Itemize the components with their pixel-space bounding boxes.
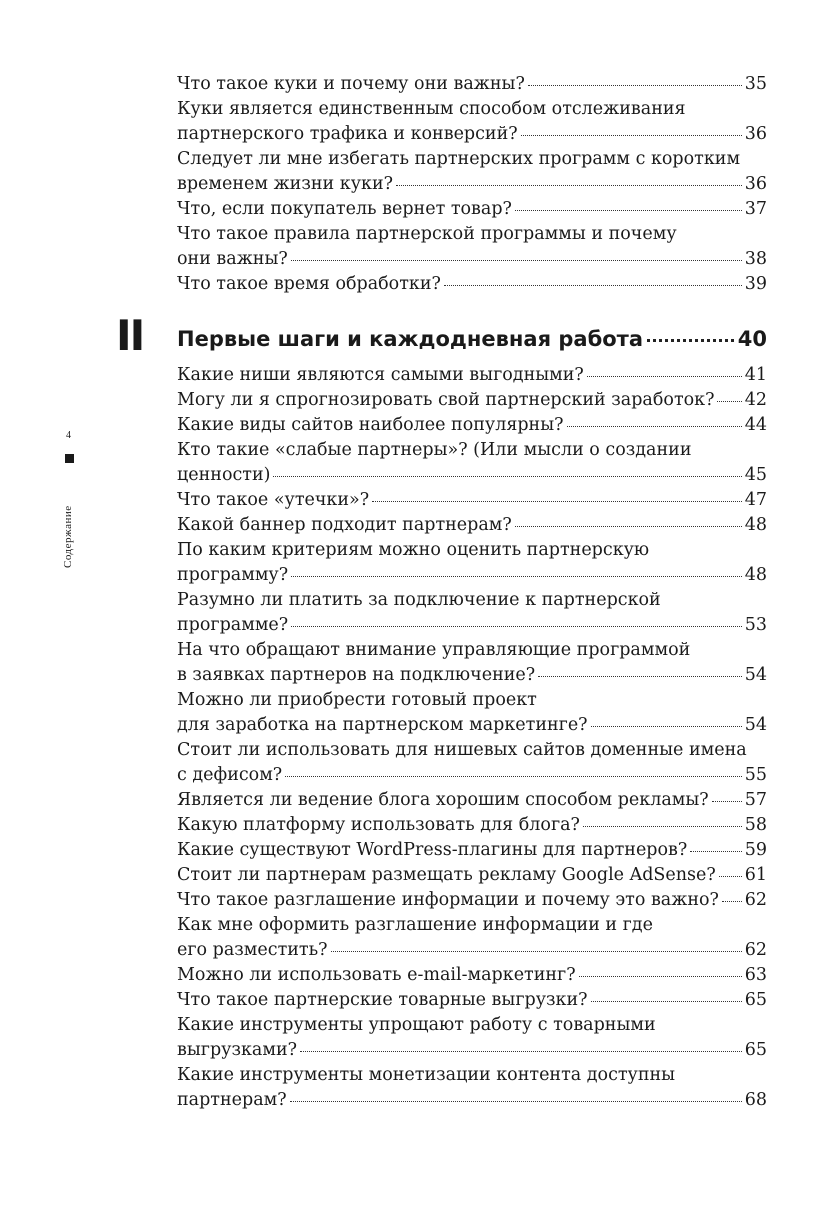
- dot-leader: [717, 397, 741, 402]
- part-title: Первые шаги и каждодневная работа: [177, 327, 643, 351]
- toc-entry-page: 63: [744, 965, 767, 985]
- toc-entry-page: 55: [744, 765, 767, 785]
- dot-leader: [300, 1047, 742, 1052]
- dot-leader: [528, 81, 742, 86]
- toc-entry[interactable]: [177, 788, 767, 813]
- toc-entry[interactable]: [177, 988, 767, 1013]
- toc-entry-page: 39: [744, 274, 767, 294]
- dot-leader: [273, 472, 741, 477]
- toc-entry-line: [177, 363, 767, 388]
- toc-entry-title: Можно ли приобрести готовый проект: [177, 690, 537, 710]
- toc-entry-line: [177, 938, 767, 963]
- toc-entries-top: [177, 72, 767, 297]
- toc-entry-page: 45: [744, 465, 767, 485]
- toc-entry-title: Что такое «утечки»?: [177, 490, 370, 510]
- toc-entry[interactable]: [177, 222, 767, 272]
- toc-entry-line: [177, 638, 767, 663]
- toc-entry[interactable]: [177, 363, 767, 388]
- dot-leader: [647, 335, 734, 342]
- toc-entry-page: 48: [744, 515, 767, 535]
- toc-entry-page: 41: [744, 365, 767, 385]
- toc-entry[interactable]: [177, 838, 767, 863]
- toc-entry-line: [177, 563, 767, 588]
- toc-entry-title: Стоит ли использовать для нишевых сайтов доменные имена: [177, 740, 747, 760]
- toc-entry[interactable]: [177, 538, 767, 588]
- toc-entry-title: Куки является единственным способом отслеживания: [177, 99, 686, 119]
- toc-entry-line: [177, 438, 767, 463]
- dot-leader: [290, 1097, 742, 1102]
- dot-leader: [538, 672, 742, 677]
- dot-leader: [587, 372, 742, 377]
- toc-entry-page: 35: [744, 74, 767, 94]
- toc-entry[interactable]: [177, 813, 767, 838]
- toc-entry-title: Какие инструменты упрощают работу с товарными: [177, 1015, 656, 1035]
- dot-leader: [331, 947, 742, 952]
- toc-entry-title: Что, если покупатель вернет товар?: [177, 199, 512, 219]
- toc-entry-page: 62: [744, 940, 767, 960]
- toc-entry-page: 57: [744, 790, 767, 810]
- toc-entry-line: [177, 838, 767, 863]
- toc-entry-title: Какие виды сайтов наиболее популярны?: [177, 415, 564, 435]
- toc-entry[interactable]: [177, 888, 767, 913]
- toc-entry-line: [177, 172, 767, 197]
- toc-entry[interactable]: [177, 272, 767, 297]
- toc-entry-title: Кто такие «слабые партнеры»? (Или мысли о создании: [177, 440, 692, 460]
- toc-entry-line: [177, 272, 767, 297]
- toc-entry-title: Разумно ли платить за подключение к партнерской: [177, 590, 661, 610]
- toc-entry[interactable]: [177, 863, 767, 888]
- toc-entry-title: Что такое партнерские товарные выгрузки?: [177, 990, 588, 1010]
- toc-entry[interactable]: [177, 488, 767, 513]
- page-number: 4: [66, 430, 71, 441]
- toc-entry-title: выгрузками?: [177, 1040, 298, 1060]
- toc-entries-bottom: [177, 363, 767, 1113]
- toc-entry[interactable]: [177, 388, 767, 413]
- toc-entry[interactable]: [177, 738, 767, 788]
- toc-entry-title: они важны?: [177, 249, 288, 269]
- toc-entry-page: 53: [744, 615, 767, 635]
- dot-leader: [372, 497, 742, 502]
- toc-entry-line: [177, 247, 767, 272]
- toc-entry-page: 62: [744, 890, 767, 910]
- toc-entry-title: Могу ли я спрогнозировать свой партнерский заработок?: [177, 390, 715, 410]
- toc-entry-page: 54: [744, 665, 767, 685]
- dot-leader: [291, 256, 742, 261]
- toc-entry-line: [177, 613, 767, 638]
- part-page: 40: [737, 327, 767, 351]
- toc-entry-title: Какую платформу использовать для блога?: [177, 815, 580, 835]
- dot-leader: [579, 972, 742, 977]
- toc-entry-line: [177, 97, 767, 122]
- toc-entry-page: 48: [744, 565, 767, 585]
- toc-entry-line: [177, 413, 767, 438]
- toc-entry[interactable]: [177, 963, 767, 988]
- toc-entry[interactable]: [177, 72, 767, 97]
- toc-entry-title: На что обращают внимание управляющие программой: [177, 640, 691, 660]
- toc-entry-title: с дефисом?: [177, 765, 283, 785]
- section-label: Содержание: [62, 505, 74, 568]
- toc-entry-line: [177, 197, 767, 222]
- toc-entry-title: Какие существуют WordPress-плагины для партнеров?: [177, 840, 688, 860]
- part-heading[interactable]: [116, 311, 767, 360]
- toc-entry-page: 47: [744, 490, 767, 510]
- toc-entry-line: [177, 72, 767, 97]
- toc-entry-title: Что такое куки и почему они важны?: [177, 74, 525, 94]
- toc-entry-line: [177, 1063, 767, 1088]
- toc-entry-title: в заявках партнеров на подключение?: [177, 665, 536, 685]
- toc-entry-page: 44: [744, 415, 767, 435]
- toc-entry-title: Стоит ли партнерам размещать рекламу Google AdSense?: [177, 865, 716, 885]
- dot-leader: [444, 281, 742, 286]
- dot-leader: [396, 181, 742, 186]
- dot-leader: [515, 522, 742, 527]
- toc-entry[interactable]: [177, 513, 767, 538]
- toc-entry-title: Как мне оформить разглашение информации и где: [177, 915, 653, 935]
- toc-entry-line: [177, 738, 767, 763]
- toc-entry[interactable]: [177, 688, 767, 738]
- toc-entry[interactable]: [177, 97, 767, 147]
- toc-entry-page: 38: [744, 249, 767, 269]
- dot-leader: [591, 722, 742, 727]
- side-running-head: [62, 430, 76, 580]
- toc-entry-page: 59: [744, 840, 767, 860]
- toc-entry-page: 42: [744, 390, 767, 410]
- toc-entry-page: 36: [744, 124, 767, 144]
- toc-entry-title: программу?: [177, 565, 289, 585]
- toc-entry-title: Что такое разглашение информации и почему это важно?: [177, 890, 719, 910]
- toc-entry[interactable]: [177, 588, 767, 638]
- toc-entry-title: Можно ли использовать e-mail-маркетинг?: [177, 965, 576, 985]
- toc-entry[interactable]: [177, 638, 767, 688]
- toc-entry-page: 61: [744, 865, 767, 885]
- toc-entry-line: [177, 538, 767, 563]
- toc-entry-line: [177, 1038, 767, 1063]
- toc-entry[interactable]: [177, 438, 767, 488]
- toc-entry-title: Следует ли мне избегать партнерских программ с коротким: [177, 149, 741, 169]
- toc-entry-line: [177, 388, 767, 413]
- toc-entry-line: [177, 463, 767, 488]
- dot-leader: [722, 897, 742, 902]
- toc-entry-page: 37: [744, 199, 767, 219]
- dot-leader: [591, 997, 742, 1002]
- dot-leader: [515, 206, 742, 211]
- dot-leader: [291, 572, 742, 577]
- toc-entry-page: 36: [744, 174, 767, 194]
- toc-entry[interactable]: [177, 1013, 767, 1063]
- dot-leader: [285, 772, 742, 777]
- dot-leader: [291, 622, 742, 627]
- toc-entry-line: [177, 1088, 767, 1113]
- toc-entry-title: Что такое время обработки?: [177, 274, 441, 294]
- toc-entry-line: [177, 913, 767, 938]
- toc-entry-page: 54: [744, 715, 767, 735]
- toc-entry-title: По каким критериям можно оценить партнерскую: [177, 540, 650, 560]
- square-marker-icon: [65, 454, 74, 463]
- toc-entry[interactable]: [177, 197, 767, 222]
- part-title-line: [177, 325, 767, 353]
- table-of-contents: [116, 72, 767, 1113]
- dot-leader: [583, 822, 742, 827]
- toc-entry-line: [177, 988, 767, 1013]
- toc-entry[interactable]: [177, 1063, 767, 1113]
- toc-entry-line: [177, 147, 767, 172]
- toc-entry-line: [177, 788, 767, 813]
- toc-entry[interactable]: [177, 413, 767, 438]
- toc-entry-title: Какие ниши являются самыми выгодными?: [177, 365, 584, 385]
- toc-entry-line: [177, 813, 767, 838]
- toc-entry-line: [177, 863, 767, 888]
- toc-entry-title: его разместить?: [177, 940, 328, 960]
- toc-entry-line: [177, 963, 767, 988]
- toc-entry-line: [177, 713, 767, 738]
- toc-entry-title: Является ли ведение блога хорошим способом рекламы?: [177, 790, 709, 810]
- toc-entry-title: временем жизни куки?: [177, 174, 393, 194]
- toc-entry-title: программе?: [177, 615, 289, 635]
- toc-entry-title: ценности): [177, 465, 271, 485]
- dot-leader: [719, 872, 742, 877]
- toc-entry-line: [177, 763, 767, 788]
- toc-entry-line: [177, 588, 767, 613]
- toc-entry[interactable]: [177, 913, 767, 963]
- toc-entry-line: [177, 513, 767, 538]
- toc-entry-line: [177, 688, 767, 713]
- toc-entry-page: 65: [744, 990, 767, 1010]
- toc-entry-title: партнерского трафика и конверсий?: [177, 124, 518, 144]
- toc-entry-line: [177, 488, 767, 513]
- toc-entry-line: [177, 1013, 767, 1038]
- toc-entry-page: 68: [744, 1090, 767, 1110]
- dot-leader: [521, 131, 742, 136]
- toc-entry[interactable]: [177, 147, 767, 197]
- toc-entry-title: для заработка на партнерском маркетинге?: [177, 715, 588, 735]
- toc-entry-page: 58: [744, 815, 767, 835]
- dot-leader: [567, 422, 742, 427]
- toc-entry-title: Какой баннер подходит партнерам?: [177, 515, 512, 535]
- dot-leader: [712, 797, 742, 802]
- toc-entry-page: 65: [744, 1040, 767, 1060]
- toc-entry-line: [177, 888, 767, 913]
- toc-entry-line: [177, 663, 767, 688]
- toc-entry-title: Что такое правила партнерской программы и почему: [177, 224, 677, 244]
- toc-entry-line: [177, 122, 767, 147]
- toc-entry-title: Какие инструменты монетизации контента доступны: [177, 1065, 676, 1085]
- toc-entry-title: партнерам?: [177, 1090, 287, 1110]
- part-number: II: [116, 311, 144, 360]
- toc-entry-line: [177, 222, 767, 247]
- dot-leader: [690, 847, 741, 852]
